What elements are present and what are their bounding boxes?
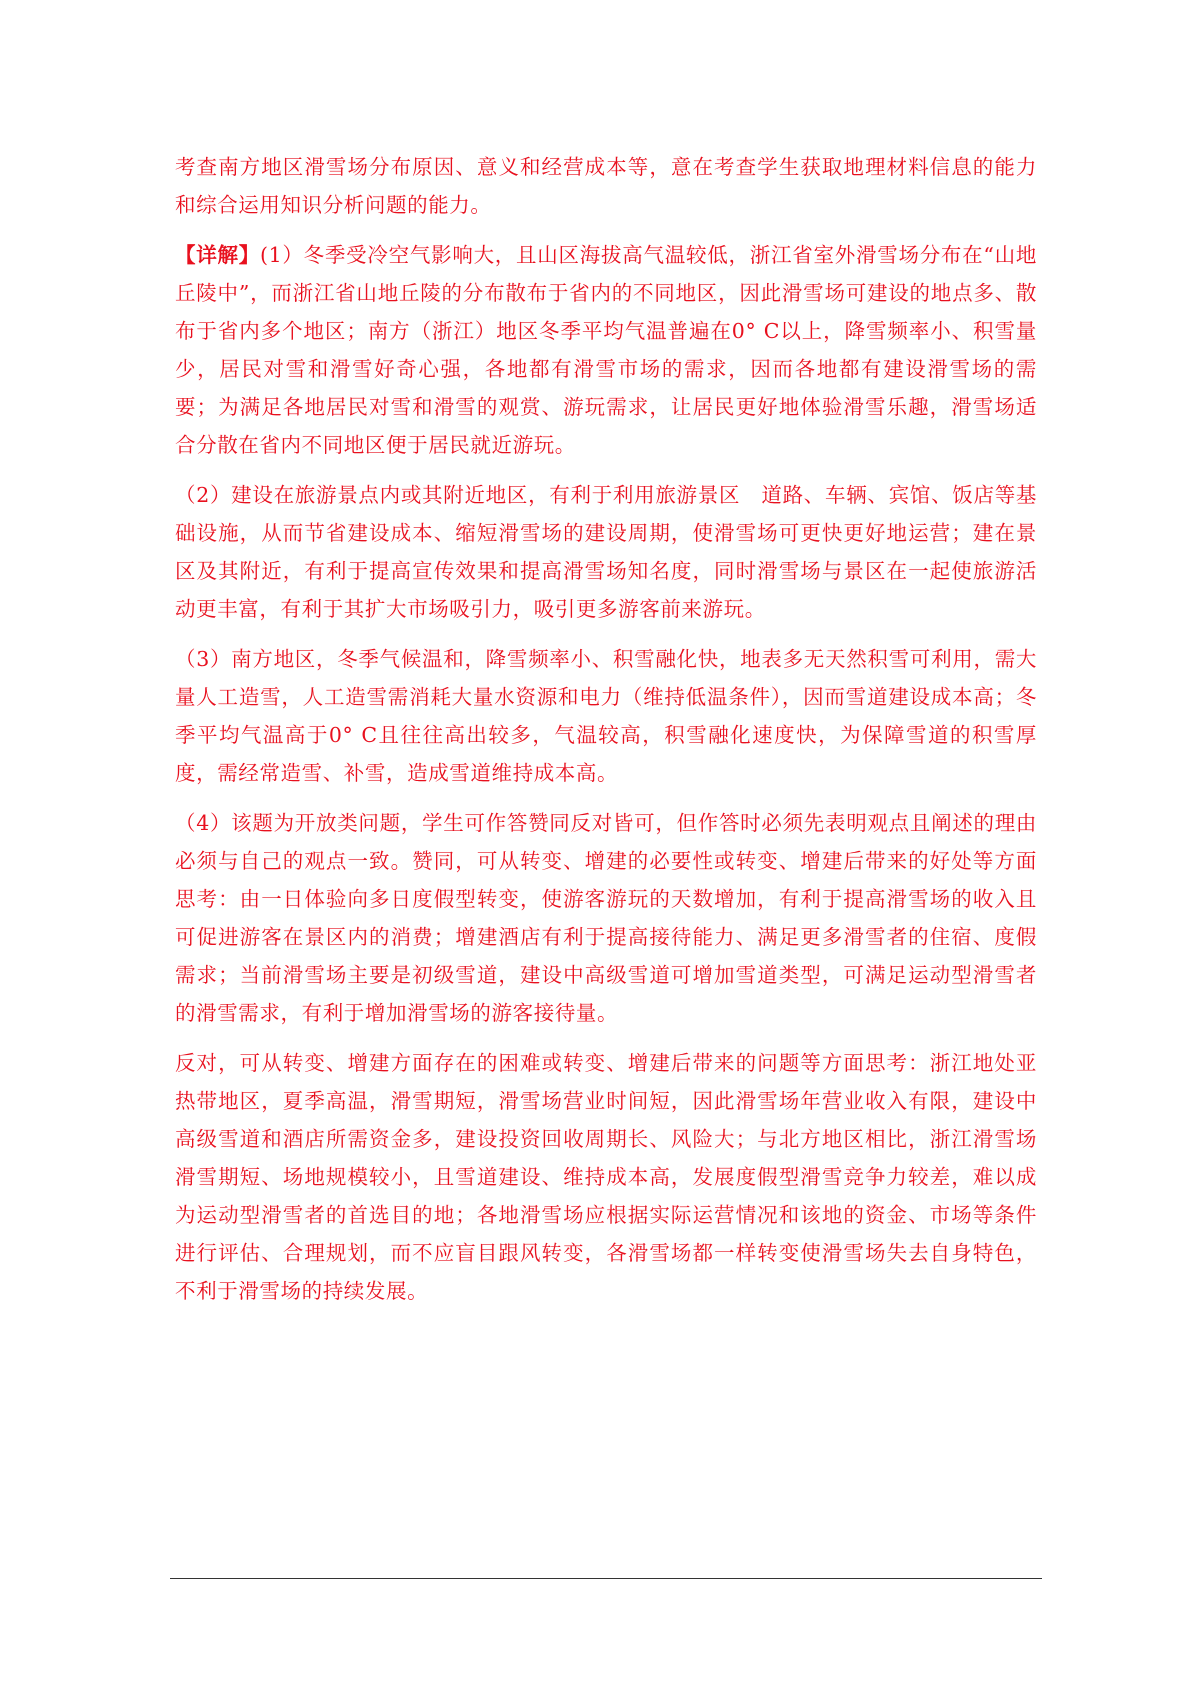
answer-4-oppose-paragraph: 反对，可从转变、增建方面存在的困难或转变、增建后带来的问题等方面思考：浙江地处亚热带地区，夏季高温，滑雪期短，滑雪场营业时间短，因此滑雪场年营业收入有限，建设中高级雪道和酒店所需资金多，建设投资回收周期长、风险大；与北方地区相比，浙江滑雪场滑雪期短、场地规模较小，且雪道建设、维持成本高，发展度假型滑雪竞争力较差，难以成为运动型滑雪者的首选目的地；各地滑雪场应根据实际运营情况和该地的资金、市场等条件进行评估、合理规划，而不应盲目跟风转变，各滑雪场都一样转变使滑雪场失去自身特色，不利于滑雪场的持续发展。 [175, 1051, 1037, 1303]
answer-3-paragraph: （3）南方地区，冬季气候温和，降雪频率小、积雪融化快，地表多无天然积雪可利用，需大量人工造雪，人工造雪需消耗大量水资源和电力（维持低温条件），因而雪道建设成本高；冬季平均气温高于0° C且往往高出较多，气温较高，积雪融化速度快，为保障雪道的积雪厚度，需经常造雪、补雪，造成雪道维持成本高。 [175, 647, 1037, 785]
answer-1-paragraph [175, 236, 1037, 464]
answer-4-paragraph: （4）该题为开放类问题，学生可作答赞同反对皆可，但作答时必须先表明观点且阐述的理由必须与自己的观点一致。赞同，可从转变、增建的必要性或转变、增建后带来的好处等方面思考：由一日体验向多日度假型转变，使游客游玩的天数增加，有利于提高滑雪场的收入且可促进游客在景区内的消费；增建酒店有利于提高接待能力、满足更多滑雪者的住宿、度假需求；当前滑雪场主要是初级雪道，建设中高级雪道可增加雪道类型，可满足运动型滑雪者的滑雪需求，有利于增加滑雪场的游客接待量。 [175, 811, 1037, 1025]
answer-body [175, 148, 1037, 1322]
detail-tag: 【详解】 [175, 243, 260, 267]
answer-1-text: (1）冬季受冷空气影响大，且山区海拔高气温较低，浙江省室外滑雪场分布在“山地丘陵中”，而浙江省山地丘陵的分布散布于省内的不同地区，因此滑雪场可建设的地点多、散布于省内多个地区；南方（浙江）地区冬季平均气温普遍在0° C以上，降雪频率小、积雪量少，居民对雪和滑雪好奇心强，各地都有滑雪市场的需求，因而各地都有建设滑雪场的需要；为满足各地居民对雪和滑雪的观赏、游玩需求，让居民更好地体验滑雪乐趣，滑雪场适合分散在省内不同地区便于居民就近游玩。 [175, 243, 1037, 457]
answer-2-paragraph: （2）建设在旅游景点内或其附近地区，有利于利用旅游景区 道路、车辆、宾馆、饭店等基础设施，从而节省建设成本、缩短滑雪场的建设周期，使滑雪场可更快更好地运营；建在景区及其附近，有利于提高宣传效果和提高滑雪场知名度，同时滑雪场与景区在一起使旅游活动更丰富，有利于其扩大市场吸引力，吸引更多游客前来游玩。 [175, 483, 1037, 621]
intro-paragraph: 考查南方地区滑雪场分布原因、意义和经营成本等，意在考查学生获取地理材料信息的能力和综合运用知识分析问题的能力。 [175, 155, 1037, 217]
footer-divider [170, 1578, 1042, 1579]
